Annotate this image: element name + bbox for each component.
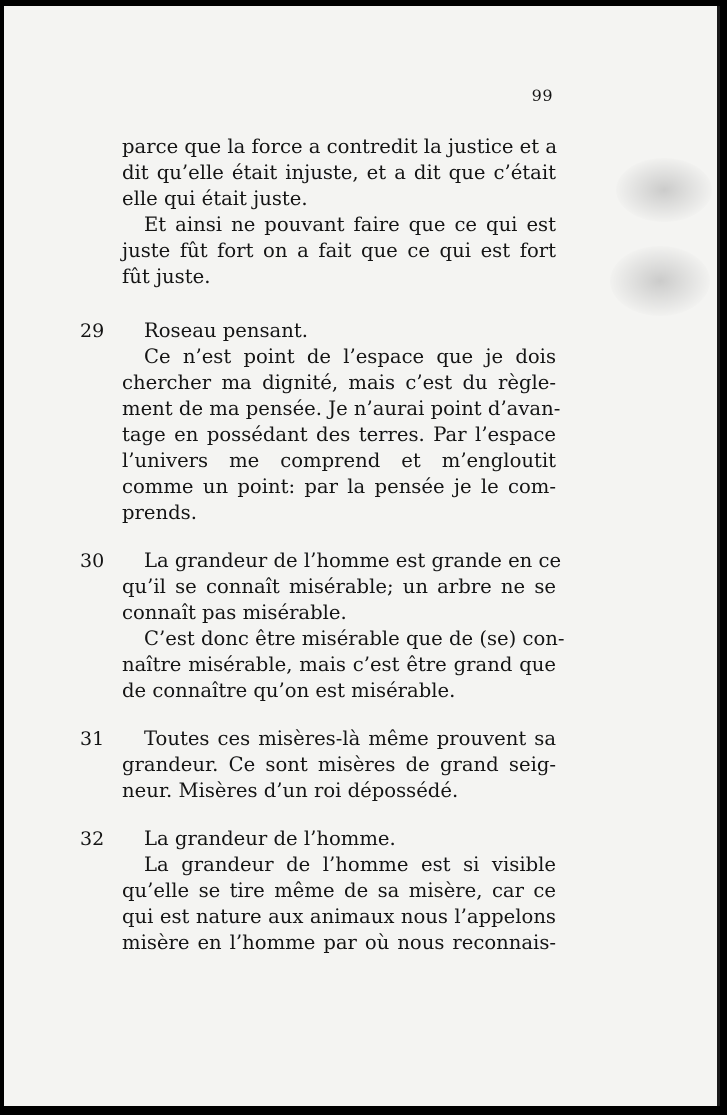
book-page [4,6,720,1106]
text-line: l’univers me comprend et m’engloutit [122,449,556,472]
text-line: naître misérable, mais c’est être grand que [122,653,556,676]
text-line: neur. Misères d’un roi dépossédé. [122,779,459,802]
page-number: 99 [531,86,553,105]
section-number: 30 [80,550,105,572]
intro-paragraph [122,134,556,290]
text-line: ment de ma pensée. Je n’aurai point d’avan- [122,397,561,420]
smudge-mark [616,158,712,222]
text-line: qu’il se connaît misérable; un arbre ne se [122,575,556,598]
text-line: juste fût fort on a fait que ce qui est fort [122,239,556,262]
section-29-text [122,318,561,526]
text-line: parce que la force a contredit la justice et a [122,135,558,158]
section-31-text [122,726,556,804]
text-line: elle qui était juste. [122,187,308,210]
text-line: dit qu’elle était injuste, et a dit que c’était [122,161,556,184]
section-heading: Roseau pensant. [144,319,308,342]
text-line: Et ainsi ne pouvant faire que ce qui est [144,213,556,236]
section-heading: La grandeur de l’homme. [144,827,396,850]
text-line: misère en l’homme par où nous reconnais- [122,931,556,954]
text-line: Ce n’est point de l’espace que je dois [144,345,556,368]
text-line: La grandeur de l’homme est si visible [144,853,556,876]
text-line: Toutes ces misères-là même prouvent sa [144,727,556,750]
text-line: tage en possédant des terres. Par l’espace [122,423,556,446]
text-line: C’est donc être misérable que de (se) con- [144,627,565,650]
text-line: comme un point: par la pensée je le com- [122,475,556,498]
text-line: prends. [122,501,197,524]
section-30-text [122,548,565,704]
section-number: 32 [80,828,105,850]
text-line: La grandeur de l’homme est grande en ce [144,549,562,572]
text-line: qui est nature aux animaux nous l’appelons [122,905,556,928]
section-32-text [122,826,556,956]
section-number: 31 [80,728,105,750]
smudge-mark [610,246,710,316]
text-line: chercher ma dignité, mais c’est du règle- [122,371,556,394]
text-line: qu’elle se tire même de sa misère, car ce [122,879,556,902]
text-line: de connaître qu’on est misérable. [122,679,456,702]
text-line: fût juste. [122,265,211,288]
section-number: 29 [80,320,105,342]
text-line: connaît pas misérable. [122,601,347,624]
text-line: grandeur. Ce sont misères de grand seig- [122,753,556,776]
